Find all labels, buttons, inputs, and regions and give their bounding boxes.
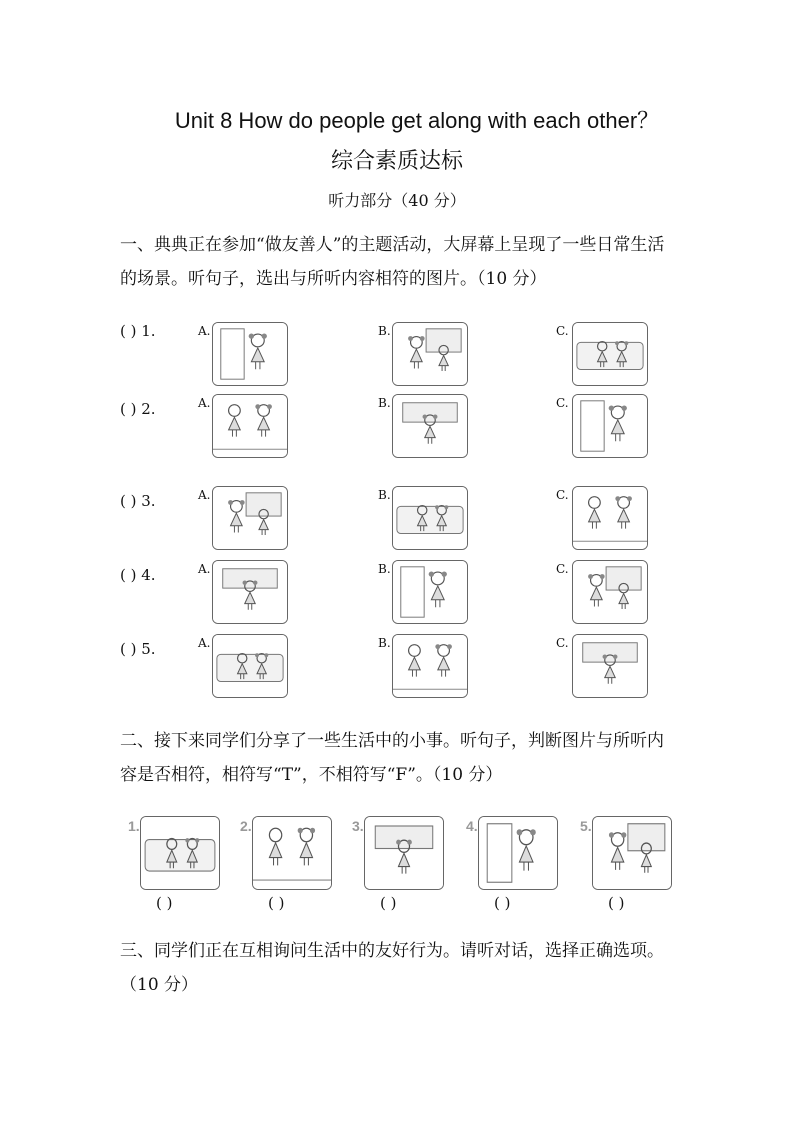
question-1-label: ( ) 1. [120, 322, 156, 340]
girl-crying-icon[interactable] [572, 634, 648, 698]
item-4-answer-blank[interactable]: ( ) [494, 894, 511, 912]
two-girls-icon [252, 816, 332, 890]
question-4-label: ( ) 4. [120, 566, 156, 584]
girl-sweeping-icon[interactable] [392, 322, 468, 386]
family-dinner-icon [592, 816, 672, 890]
question-5-option-a[interactable]: A. [198, 636, 211, 650]
question-3-label: ( ) 3. [120, 492, 156, 510]
question-5-option-c[interactable]: C. [556, 636, 569, 650]
wheelchair-icon[interactable] [392, 486, 468, 550]
section-subtitle: 听力部分（40 分） [328, 191, 466, 210]
question-5-label: ( ) 5. [120, 640, 156, 658]
boy-sleeping-icon [478, 816, 558, 890]
kids-playing-icon[interactable] [212, 486, 288, 550]
section1-instruction: 一、典典正在参加“做友善人”的主题活动，大屏幕上呈现了一些日常生活的场景。听句子，选出与所听内容相符的图片。（10 分） [120, 235, 665, 289]
kids-picking-trash-icon[interactable] [212, 634, 288, 698]
question-4-option-c[interactable]: C. [556, 562, 569, 576]
man-and-boy-icon[interactable] [392, 634, 468, 698]
kids-at-door-icon[interactable] [392, 560, 468, 624]
section3-instruction: 三、同学们正在互相询问生活中的友好行为。请听对话，选择正确选项。（10 分） [120, 941, 664, 995]
section2-instruction: 二、接下来同学们分享了一些生活中的小事。听句子，判断图片与所听内容是否相符，相符写“T”，不相符写“F”。（10 分） [120, 731, 664, 785]
question-2-label: ( ) 2. [120, 400, 156, 418]
item-2-answer-blank[interactable]: ( ) [268, 894, 285, 912]
item-5-answer-blank[interactable]: ( ) [608, 894, 625, 912]
item-1-number: 1. [128, 818, 140, 834]
item-3-answer-blank[interactable]: ( ) [380, 894, 397, 912]
question-3-option-a[interactable]: A. [198, 488, 211, 502]
question-4-option-b[interactable]: B. [378, 562, 391, 576]
item-2-number: 2. [240, 818, 252, 834]
girl-cleaning-board-icon[interactable] [572, 486, 648, 550]
question-3-option-c[interactable]: C. [556, 488, 569, 502]
item-5-number: 5. [580, 818, 592, 834]
kids-at-home-icon[interactable] [212, 560, 288, 624]
question-2-option-c[interactable]: C. [556, 396, 569, 410]
question-1-option-a[interactable]: A. [198, 324, 211, 338]
page-title-chinese: 综合素质达标 [330, 149, 463, 174]
question-5-option-b[interactable]: B. [378, 636, 391, 650]
question-1-option-c[interactable]: C. [556, 324, 569, 338]
question-2-option-a[interactable]: A. [198, 396, 211, 410]
question-3-option-b[interactable]: B. [378, 488, 391, 502]
girl-with-bag-icon [364, 816, 444, 890]
building-girl-icon [140, 816, 220, 890]
item-3-number: 3. [352, 818, 364, 834]
page-title-english: Unit 8 How do people get along with each other？ [174, 108, 660, 133]
question-4-option-a[interactable]: A. [198, 562, 211, 576]
girl-at-door-icon[interactable] [212, 322, 288, 386]
girl-and-man-icon[interactable] [212, 394, 288, 458]
item-1-answer-blank[interactable]: ( ) [156, 894, 173, 912]
school-bus-icon[interactable] [572, 322, 648, 386]
question-1-option-b[interactable]: B. [378, 324, 391, 338]
question-2-option-b[interactable]: B. [378, 396, 391, 410]
kids-sharing-icon[interactable] [392, 394, 468, 458]
mother-cooking-icon[interactable] [572, 560, 648, 624]
item-4-number: 4. [466, 818, 478, 834]
mother-and-child-icon[interactable] [572, 394, 648, 458]
